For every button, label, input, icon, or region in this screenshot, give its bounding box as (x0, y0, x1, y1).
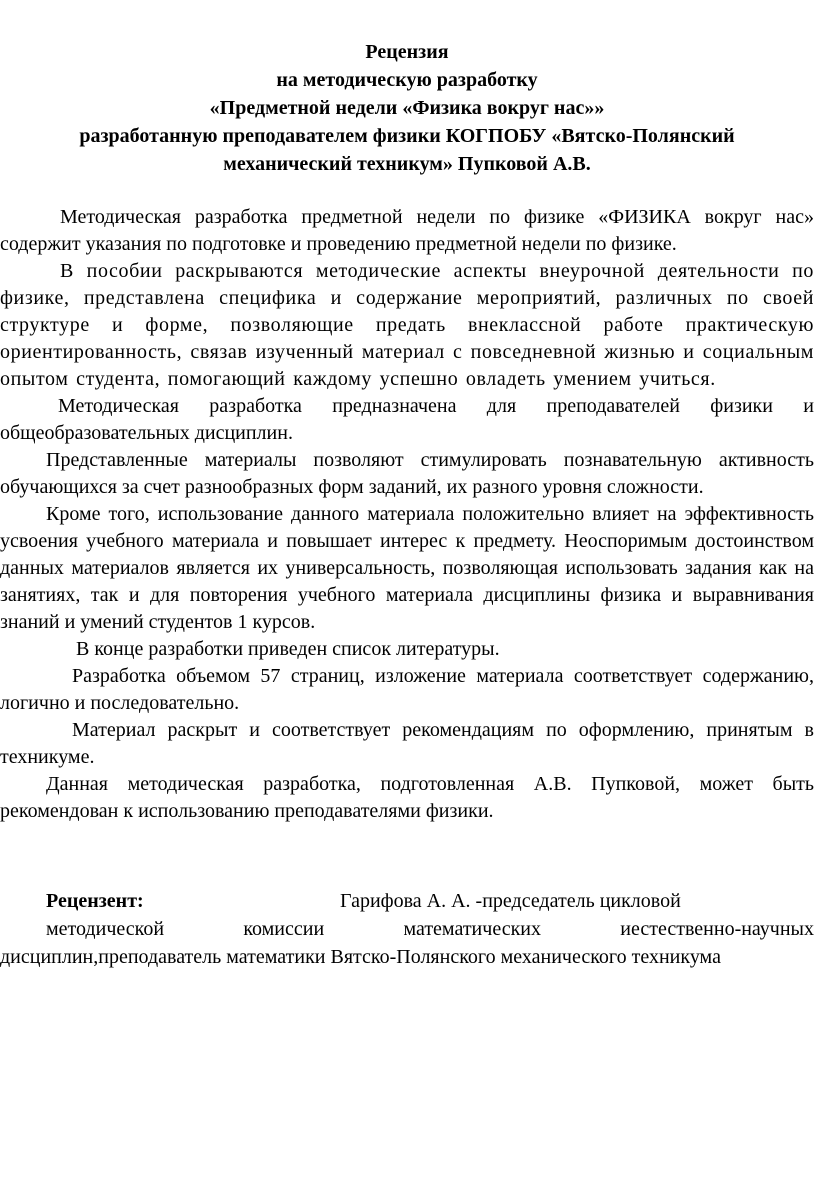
paragraph-activity: Представленные материалы позволяют стимулировать познавательную активность обучающихся за счет разнообразных форм заданий, их разного уровня сложности. (0, 449, 814, 498)
reviewer-description: методической комиссии математических иестественно-научных дисциплин,преподаватель математики Вятско-Полянского механического техникума (0, 918, 814, 968)
reviewer-name: Гарифова А. А. -председатель цикловой (340, 890, 681, 912)
paragraph-literature: В конце разработки приведен список литературы. (76, 638, 500, 660)
paragraph-audience: Методическая разработка предназначена для преподавателей физики и общеобразовательных дисциплин. (0, 395, 814, 444)
title-line-author-name: механический техникум» Пупковой А.В. (223, 153, 591, 175)
paragraph-intro: Методическая разработка предметной недели по физике «ФИЗИКА вокруг нас» содержит указания по подготовке и проведению предметной недели по физике. (0, 206, 814, 255)
reviewer-header (0, 887, 814, 915)
paragraph-aspects: В пособии раскрываются методические аспекты внеурочной деятельности по физике, представлена специфика и содержание мероприятий, различных по своей структуре и форме, позволяющие предать внеклассной работе практическую ориентированность, связав изученный материал с повседневной жизнью и социальным опытом студента, помогающий каждому успешно овладеть умением учиться. (0, 260, 814, 390)
paragraph-compliance: Материал раскрыт и соответствует рекомендациям по оформлению, принятым в техникуме. (0, 719, 814, 768)
paragraph-effectiveness: Кроме того, использование данного материала положительно влияет на эффективность усвоения учебного материала и повышает интерес к предмету. Неоспоримым достоинством данных материалов является их универсальность, позволяющая использовать задания как на занятиях, так и для повторения учебного материала дисциплины физика и выравнивания знаний и умений студентов 1 курсов. (0, 503, 814, 633)
document-title (0, 38, 814, 178)
paragraph-volume: Разработка объемом 57 страниц, изложение материала соответствует содержанию, логично и последовательно. (0, 665, 814, 714)
review-body (0, 204, 814, 825)
title-line-subject: на методическую разработку (276, 69, 538, 91)
paragraph-recommendation: Данная методическая разработка, подготовленная А.В. Пупковой, может быть рекомендован к использованию преподавателями физики. (0, 773, 814, 822)
title-line-work-name: «Предметной недели «Физика вокруг нас»» (209, 97, 605, 119)
reviewer-block (0, 887, 814, 971)
reviewer-label: Рецензент: (46, 890, 144, 912)
title-line-author-org: разработанную преподавателем физики КОГПОБУ «Вятско-Полянский (79, 125, 735, 147)
review-document (0, 38, 816, 971)
title-line-review: Рецензия (365, 41, 449, 63)
